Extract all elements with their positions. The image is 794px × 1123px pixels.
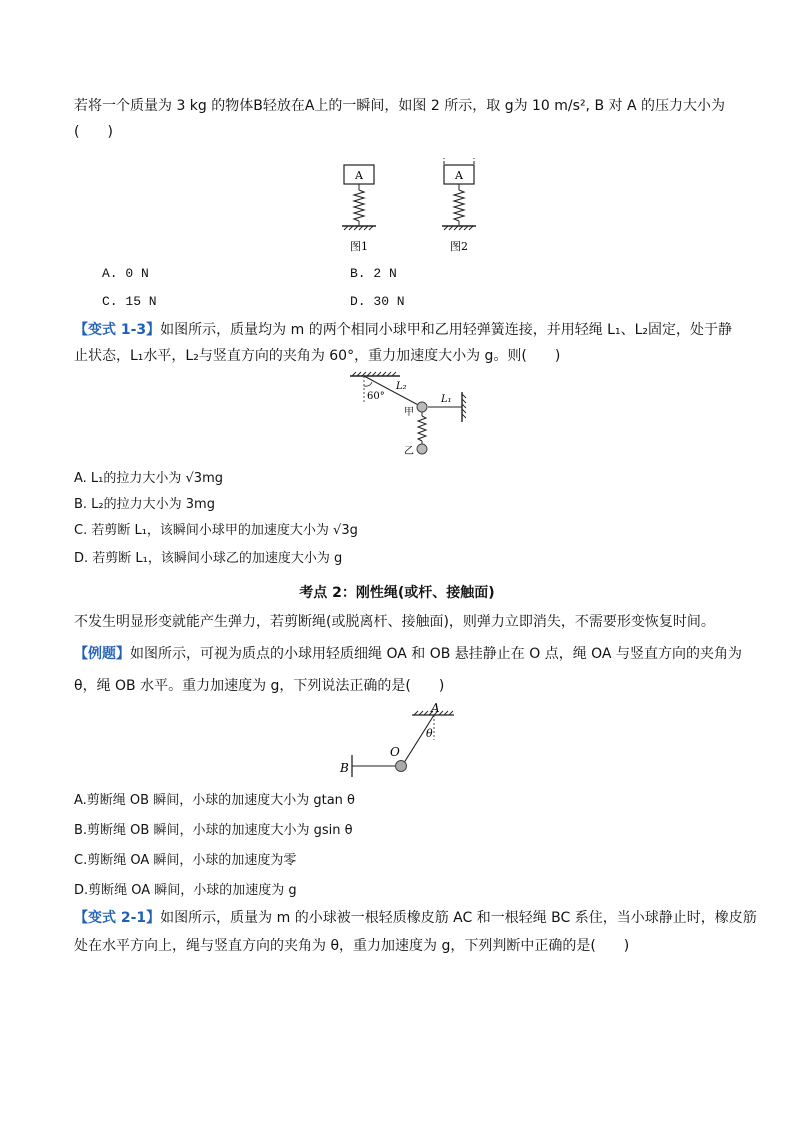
v21-tag: 【变式 2-1】 <box>74 910 161 926</box>
example-stem-line2: θ，绳 OB 水平。重力加速度为 g，下列说法正确的是( ) <box>74 678 445 694</box>
theta-label: θ <box>426 727 433 740</box>
v21-stem-line2: 处在水平方向上，绳与竖直方向的夹角为 θ，重力加速度为 g，下列判断中正确的是( ) <box>74 938 630 954</box>
point-o-label: O <box>390 745 400 759</box>
spring-block-figure <box>330 158 500 258</box>
two-balls-spring-figure <box>346 370 476 460</box>
v13-stem-line1 <box>74 320 732 340</box>
example-option-d: D.剪断绳 OA 瞬间，小球的加速度为 g <box>74 883 297 898</box>
l1-label: L₁ <box>441 394 452 405</box>
v13-stem-line2: 止状态，L₁水平，L₂与竖直方向的夹角为 60°，重力加速度大小为 g。则( ) <box>74 348 561 364</box>
l2-label: L₂ <box>396 381 407 392</box>
v13-option-a: A. L₁的拉力大小为 √3mg <box>74 471 223 486</box>
topic-description: 不发生明显形变就能产生弹力，若剪断绳(或脱离杆、接触面)，则弹力立即消失，不需要形变恢复时间。 <box>74 614 715 630</box>
v13-option-b: B. L₂的拉力大小为 3mg <box>74 497 215 512</box>
v13-option-c: C. 若剪断 L₁，该瞬间小球甲的加速度大小为 √3g <box>74 523 358 538</box>
angle-label: 60° <box>367 391 385 402</box>
fig1-caption: 图1 <box>350 240 368 253</box>
example-tag: 【例题】 <box>74 646 130 662</box>
q1-option-c: C. 15 N <box>102 294 157 309</box>
q1-stem-line2: ( ) <box>74 124 113 140</box>
ball-two-ropes-figure <box>336 700 466 780</box>
example-stem-line1 <box>74 644 742 664</box>
ball-jia-label: 甲 <box>404 407 414 418</box>
q1-option-a: A. 0 N <box>102 266 149 281</box>
point-b-label: B <box>340 761 349 775</box>
v13-option-d: D. 若剪断 L₁，该瞬间小球乙的加速度大小为 g <box>74 551 343 566</box>
example-option-a: A.剪断绳 OB 瞬间，小球的加速度大小为 gtan θ <box>74 793 355 808</box>
point-a-label: A <box>431 701 440 715</box>
fig2-caption: 图2 <box>450 240 468 253</box>
v21-stem-line1 <box>74 908 757 928</box>
q1-option-d: D. 30 N <box>350 294 405 309</box>
q1-stem-line1: 若将一个质量为 3 kg 的物体B轻放在A上的一瞬间，如图 2 所示，取 g为 10 m/s², B 对 A 的压力大小为 <box>74 98 725 114</box>
topic-heading: 考点 2：刚性绳(或杆、接触面) <box>299 585 495 601</box>
v13-tag: 【变式 1-3】 <box>74 322 161 338</box>
example-option-c: C.剪断绳 OA 瞬间，小球的加速度为零 <box>74 853 297 868</box>
fig1-block-label: A <box>355 169 363 182</box>
q1-option-b: B. 2 N <box>350 266 397 281</box>
example-option-b: B.剪断绳 OB 瞬间，小球的加速度大小为 gsin θ <box>74 823 353 838</box>
example-text-line1: 如图所示，可视为质点的小球用轻质细绳 OA 和 OB 悬挂静止在 O 点，绳 OA 与竖直方向的夹角为 <box>130 646 742 662</box>
ball-yi-label: 乙 <box>404 446 414 457</box>
v21-text-line1: 如图所示，质量为 m 的小球被一根轻质橡皮筋 AC 和一根轻绳 BC 系住，当小球静止时，橡皮筋 <box>160 910 757 926</box>
v13-text-line1: 如图所示，质量均为 m 的两个相同小球甲和乙用轻弹簧连接，并用轻绳 L₁、L₂固定，处于静 <box>160 322 732 338</box>
fig2-block-label: A <box>455 169 463 182</box>
